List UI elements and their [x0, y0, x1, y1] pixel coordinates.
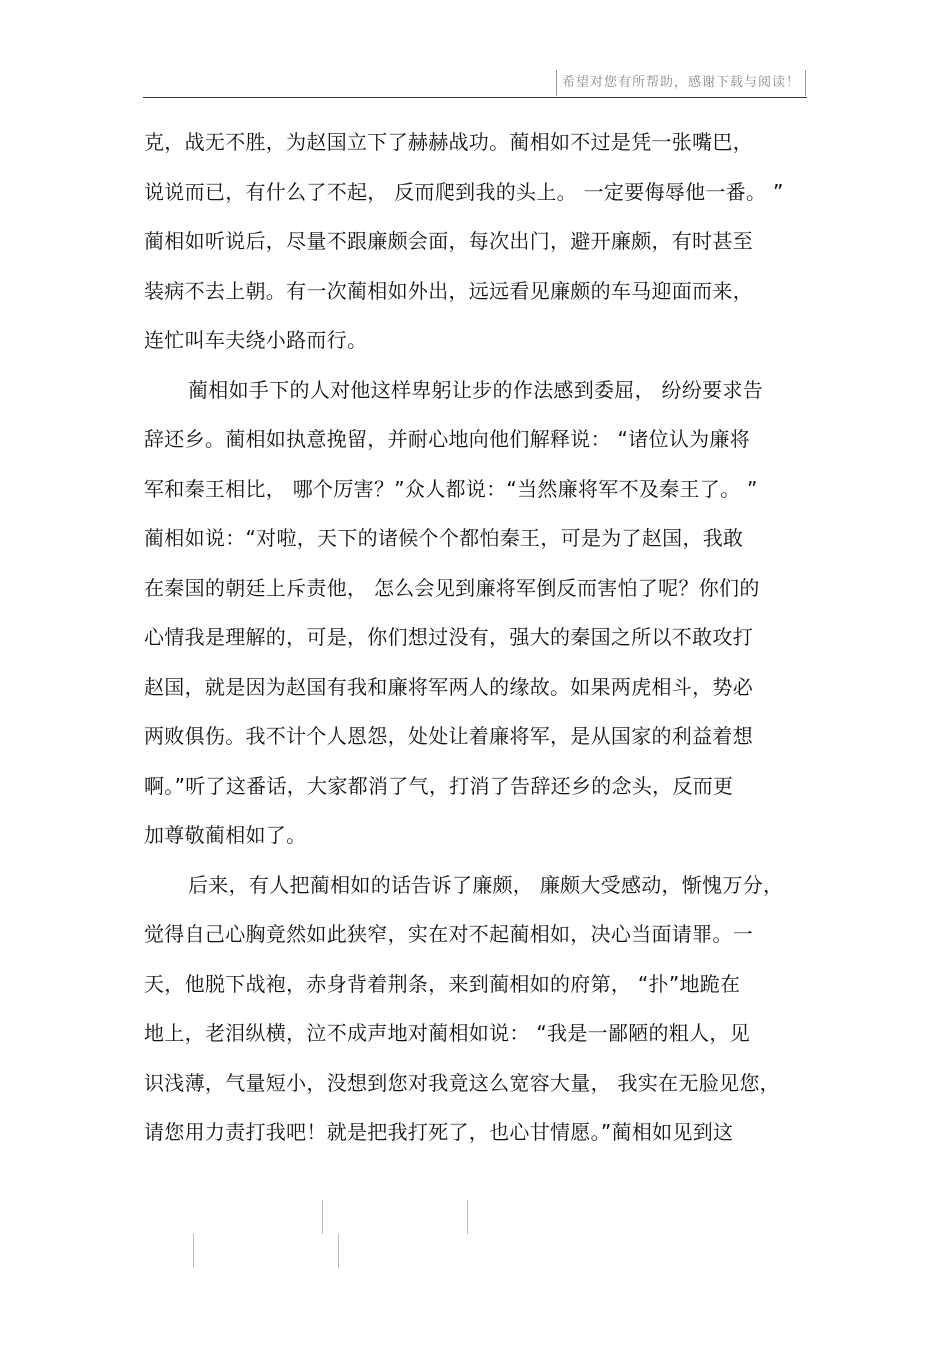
text-line: 加尊敬蔺相如了。 — [144, 823, 307, 847]
text-line: 啊。”听了这番话，大家都消了气，打消了告辞还乡的念头，反而更 — [144, 773, 734, 798]
footer-mark — [467, 1200, 468, 1234]
text-line: 请您用力责打我吧！就是把我打死了，也心甘情愿。”蔺相如见到这 — [144, 1120, 734, 1144]
text-line: 觉得自己心胸竟然如此狭窄，实在对不起蔺相如，决心当面请罪。一 — [144, 922, 753, 946]
text-line: 天，他脱下战袍，赤身背着荆条，来到蔺相如的府第， “扑”地跪在 — [144, 971, 741, 996]
header-tag: 希望对您有所帮助，感谢下载与阅读！ — [556, 70, 806, 96]
text-line: 装病不去上朝。有一次蔺相如外出，远远看见廉颇的车马迎面而来， — [144, 278, 753, 303]
text-line: 两败俱伤。我不计个人恩怨，处处让着廉将军，是从国家的利益着想 — [144, 724, 753, 748]
header-rule — [143, 97, 807, 98]
text-line: 赵国，就是因为赵国有我和廉将军两人的缘故。如果两虎相斗，势必 — [144, 674, 753, 699]
footer-mark — [193, 1234, 194, 1268]
footer-mark — [338, 1234, 339, 1268]
text-line: 心情我是理解的，可是，你们想过没有，强大的秦国之所以不敢攻打 — [144, 625, 753, 649]
text-line: 说说而已，有什么了不起， 反而爬到我的头上。 一定要侮辱他一番。 ” — [144, 179, 784, 204]
text-line: 辞还乡。蔺相如执意挽留，并耐心地向他们解释说： “诸位认为廉将 — [144, 427, 751, 451]
text-line: 蔺相如说：“对啦，天下的诸候个个都怕秦王，可是为了赵国，我敢 — [144, 526, 744, 550]
text-line: 识浅薄，气量短小，没想到您对我竟这么宽容大量， 我实在无脸见您， — [144, 1070, 780, 1095]
text-line: 地上，老泪纵横，泣不成声地对蔺相如说： “我是一鄙陋的粗人，见 — [144, 1021, 751, 1045]
text-line: 在秦国的朝廷上斥责他， 怎么会见到廉将军倒反而害怕了呢？你们的 — [144, 575, 760, 600]
text-line: 连忙叫车夫绕小路而行。 — [144, 328, 368, 352]
text-line: 蔺相如听说后，尽量不跟廉颇会面，每次出门，避开廉颇，有时甚至 — [144, 229, 753, 253]
body-text — [144, 118, 809, 1158]
text-line: 军和秦王相比， 哪个厉害？”众人都说：“当然廉将军不及秦王了。 ” — [144, 476, 758, 501]
text-line: 后来，有人把蔺相如的话告诉了廉颇， 廉颇大受感动，惭愧万分， — [188, 872, 784, 897]
text-line: 克，战无不胜，为赵国立下了赫赫战功。蔺相如不过是凭一张嘴巴， — [144, 130, 753, 154]
text-line: 蔺相如手下的人对他这样卑躬让步的作法感到委屈， 纷纷要求告 — [188, 377, 764, 402]
footer-mark — [322, 1200, 323, 1234]
